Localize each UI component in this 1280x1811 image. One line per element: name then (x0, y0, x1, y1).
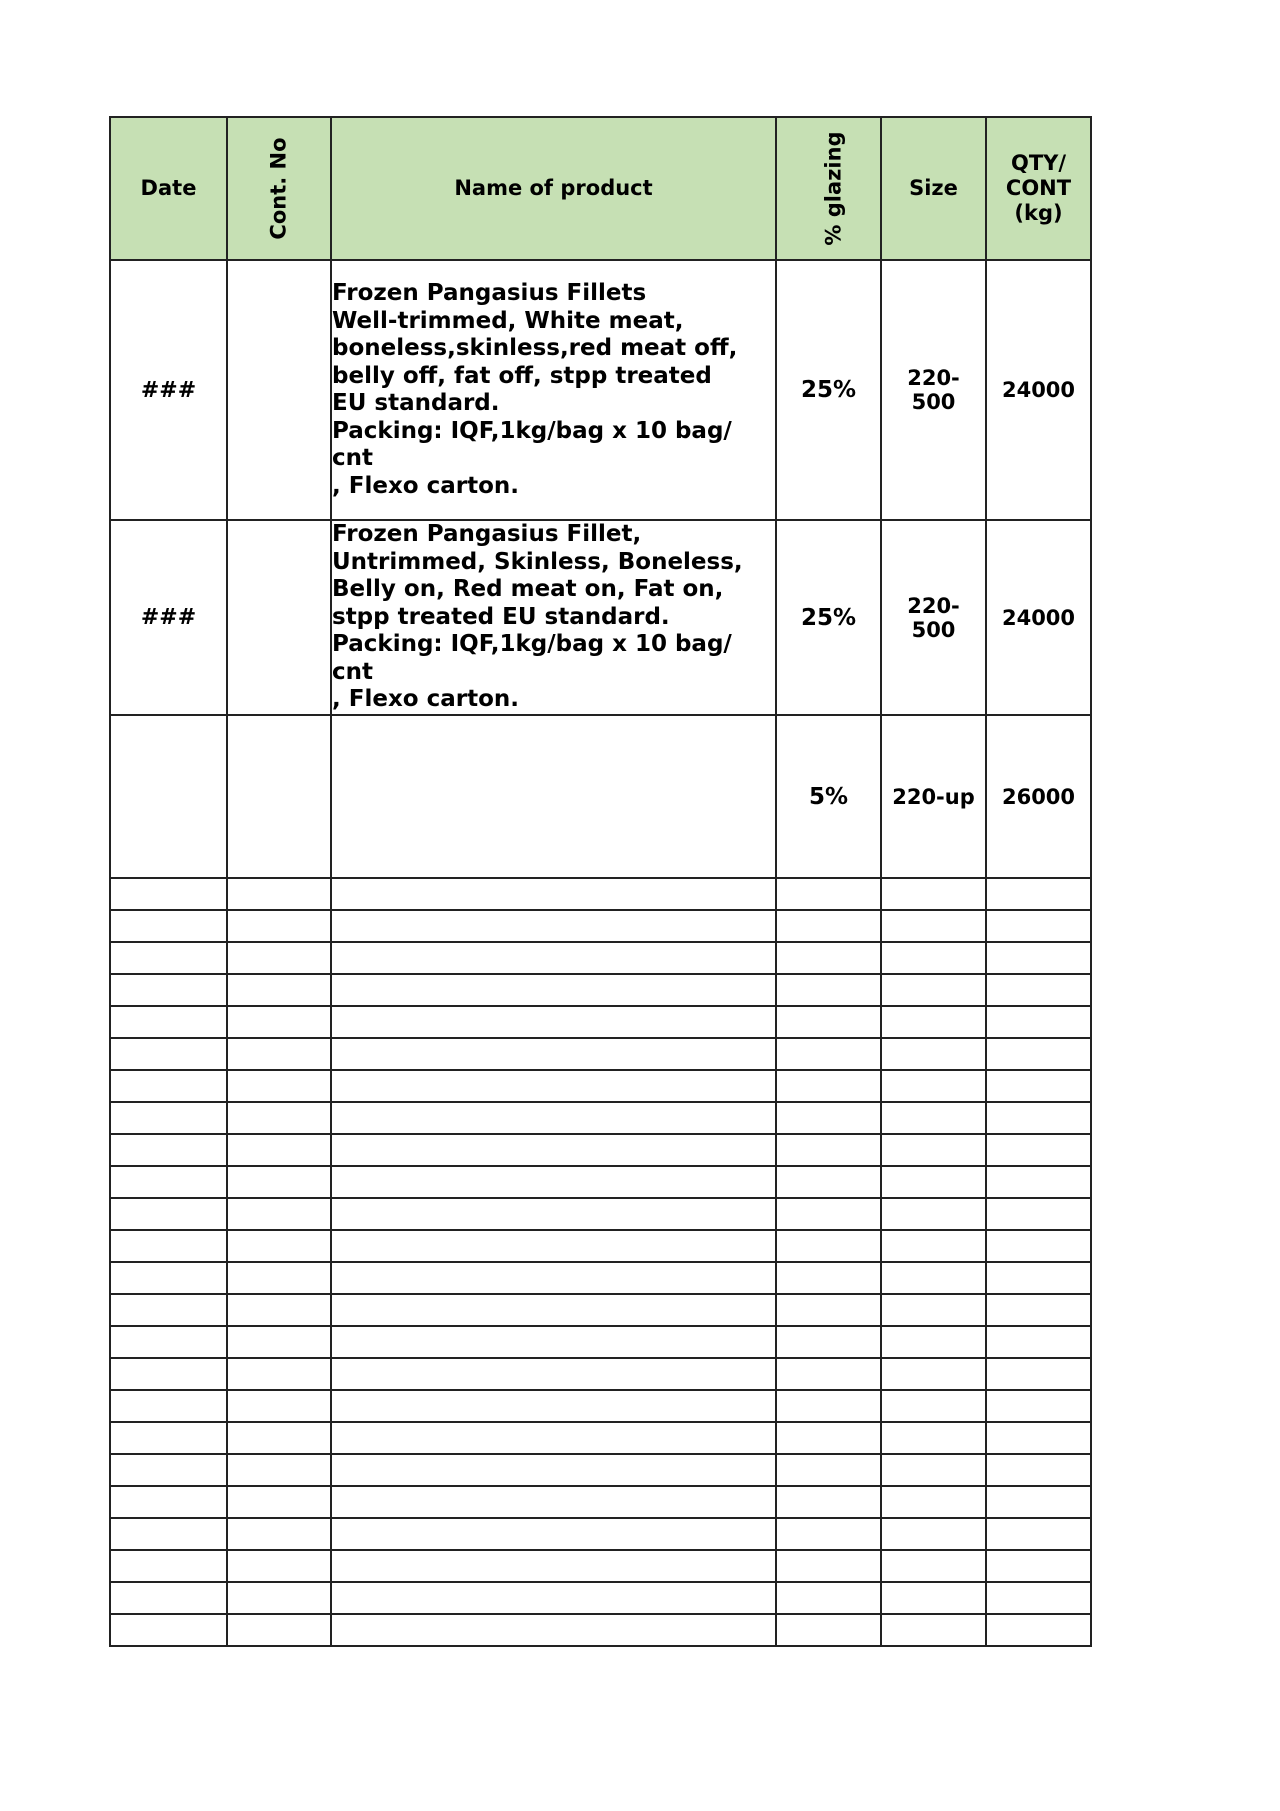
empty-row (110, 878, 1091, 910)
cell-product-name: Frozen Pangasius Fillet, Untrimmed, Skinless, Boneless, Belly on, Red meat on, Fat on, stpp treated EU standard. Packing: IQF,1kg/bag x 10 bag/ cnt , Flexo carton. (331, 520, 776, 715)
cell-size (881, 1006, 986, 1038)
empty-row (110, 1262, 1091, 1294)
product-table (109, 116, 1092, 1647)
header-date: Date (110, 117, 227, 260)
cell-date (110, 942, 227, 974)
cell-date (110, 1230, 227, 1262)
cell-date (110, 1486, 227, 1518)
empty-row (110, 1326, 1091, 1358)
cell-cont-no (227, 1454, 331, 1486)
cell-glazing (776, 1390, 881, 1422)
cell-cont-no (227, 1390, 331, 1422)
empty-row (110, 1486, 1091, 1518)
cell-size (881, 1230, 986, 1262)
cell-cont-no (227, 260, 331, 520)
cell-size (881, 1486, 986, 1518)
cell-glazing: 25% (776, 260, 881, 520)
cell-product-name (331, 1070, 776, 1102)
cell-product-name (331, 1358, 776, 1390)
cell-cont-no (227, 1326, 331, 1358)
cell-product-name (331, 1422, 776, 1454)
cell-cont-no (227, 942, 331, 974)
cell-qty (986, 1198, 1091, 1230)
cell-date (110, 1198, 227, 1230)
cell-product-name (331, 1326, 776, 1358)
cell-qty (986, 1518, 1091, 1550)
cell-product-name (331, 1262, 776, 1294)
cell-glazing (776, 1038, 881, 1070)
cell-glazing (776, 1198, 881, 1230)
cell-product-name (331, 1006, 776, 1038)
cell-product-name (331, 1230, 776, 1262)
cell-date (110, 1294, 227, 1326)
empty-row (110, 1070, 1091, 1102)
cell-qty (986, 910, 1091, 942)
cell-size (881, 1358, 986, 1390)
cell-cont-no (227, 1294, 331, 1326)
cell-size (881, 910, 986, 942)
cell-cont-no (227, 1582, 331, 1614)
cell-glazing (776, 1294, 881, 1326)
cell-size (881, 1326, 986, 1358)
cell-cont-no (227, 1358, 331, 1390)
cell-qty (986, 1294, 1091, 1326)
empty-row (110, 1230, 1091, 1262)
cell-product-name (331, 878, 776, 910)
empty-row (110, 1166, 1091, 1198)
empty-row (110, 1422, 1091, 1454)
cell-glazing (776, 1230, 881, 1262)
empty-row (110, 1518, 1091, 1550)
cell-qty (986, 1614, 1091, 1646)
cell-glazing: 25% (776, 520, 881, 715)
header-size: Size (881, 117, 986, 260)
cell-size: 220- 500 (881, 520, 986, 715)
cell-size (881, 878, 986, 910)
cell-qty: 24000 (986, 520, 1091, 715)
cell-product-name (331, 1198, 776, 1230)
cell-qty (986, 1326, 1091, 1358)
cell-glazing: 5% (776, 715, 881, 878)
cell-size (881, 1070, 986, 1102)
cell-product-name (331, 942, 776, 974)
cell-cont-no (227, 1134, 331, 1166)
cell-qty (986, 1390, 1091, 1422)
cell-date (110, 1038, 227, 1070)
cell-product-name (331, 1518, 776, 1550)
cell-glazing (776, 1326, 881, 1358)
cell-qty (986, 1230, 1091, 1262)
header-glazing: % glazing (776, 117, 881, 260)
cell-glazing (776, 974, 881, 1006)
cell-glazing (776, 910, 881, 942)
cell-qty (986, 1358, 1091, 1390)
cell-glazing (776, 1582, 881, 1614)
cell-size (881, 1262, 986, 1294)
cell-glazing (776, 1454, 881, 1486)
cell-size (881, 942, 986, 974)
empty-row (110, 974, 1091, 1006)
cell-date (110, 1166, 227, 1198)
cell-date: ### (110, 520, 227, 715)
cell-cont-no (227, 1486, 331, 1518)
header-product-name: Name of product (331, 117, 776, 260)
cell-cont-no (227, 715, 331, 878)
cell-cont-no (227, 1198, 331, 1230)
cell-size (881, 1390, 986, 1422)
cell-glazing (776, 1422, 881, 1454)
cell-date (110, 1422, 227, 1454)
cell-qty (986, 1262, 1091, 1294)
cell-qty (986, 1134, 1091, 1166)
empty-row (110, 1454, 1091, 1486)
cell-date (110, 1454, 227, 1486)
cell-cont-no (227, 1006, 331, 1038)
empty-row (110, 1582, 1091, 1614)
cell-date (110, 974, 227, 1006)
cell-date (110, 1262, 227, 1294)
cell-product-name (331, 910, 776, 942)
cell-date (110, 1358, 227, 1390)
cell-size (881, 1166, 986, 1198)
cell-product-name: Frozen Pangasius Fillets Well-trimmed, White meat, boneless,skinless,red meat off, belly off, fat off, stpp treated EU standard. Packing: IQF,1kg/bag x 10 bag/ cnt , Flexo carton. (331, 260, 776, 520)
cell-product-name (331, 1582, 776, 1614)
header-qty: QTY/ CONT (kg) (986, 117, 1091, 260)
cell-date (110, 1006, 227, 1038)
cell-date (110, 1326, 227, 1358)
cell-qty (986, 1422, 1091, 1454)
empty-row (110, 1358, 1091, 1390)
empty-row (110, 910, 1091, 942)
cell-cont-no (227, 1550, 331, 1582)
cell-qty (986, 1070, 1091, 1102)
cell-glazing (776, 1166, 881, 1198)
empty-row (110, 1294, 1091, 1326)
empty-row (110, 1006, 1091, 1038)
cell-date (110, 1390, 227, 1422)
cell-date (110, 1102, 227, 1134)
cell-size (881, 1198, 986, 1230)
empty-row (110, 1134, 1091, 1166)
cell-cont-no (227, 974, 331, 1006)
table-row (110, 520, 1091, 715)
cell-size: 220-up (881, 715, 986, 878)
cell-size (881, 1134, 986, 1166)
cell-size: 220- 500 (881, 260, 986, 520)
cell-cont-no (227, 878, 331, 910)
cell-qty: 26000 (986, 715, 1091, 878)
cell-qty (986, 1038, 1091, 1070)
cell-size (881, 1518, 986, 1550)
cell-date (110, 1582, 227, 1614)
cell-product-name (331, 1486, 776, 1518)
cell-glazing (776, 1614, 881, 1646)
cell-date (110, 715, 227, 878)
cell-size (881, 974, 986, 1006)
cell-qty (986, 1166, 1091, 1198)
header-row (110, 117, 1091, 260)
cell-size (881, 1582, 986, 1614)
cell-glazing (776, 1134, 881, 1166)
table-row (110, 260, 1091, 520)
cell-cont-no (227, 520, 331, 715)
cell-size (881, 1294, 986, 1326)
cell-size (881, 1038, 986, 1070)
cell-glazing (776, 1486, 881, 1518)
cell-cont-no (227, 1230, 331, 1262)
cell-glazing (776, 1006, 881, 1038)
cell-glazing (776, 1102, 881, 1134)
header-cont-no: Cont. No (227, 117, 331, 260)
cell-size (881, 1614, 986, 1646)
cell-product-name (331, 1550, 776, 1582)
cell-date (110, 910, 227, 942)
cell-qty (986, 1486, 1091, 1518)
cell-date (110, 878, 227, 910)
cell-cont-no (227, 910, 331, 942)
cell-glazing (776, 1070, 881, 1102)
empty-row (110, 1614, 1091, 1646)
cell-product-name (331, 1038, 776, 1070)
cell-glazing (776, 1550, 881, 1582)
cell-product-name (331, 974, 776, 1006)
cell-product-name (331, 1294, 776, 1326)
cell-cont-no (227, 1166, 331, 1198)
cell-qty (986, 942, 1091, 974)
cell-cont-no (227, 1262, 331, 1294)
cell-glazing (776, 878, 881, 910)
cell-cont-no (227, 1070, 331, 1102)
empty-row (110, 942, 1091, 974)
cell-product-name (331, 1166, 776, 1198)
cell-product-name (331, 1454, 776, 1486)
cell-date (110, 1070, 227, 1102)
cell-size (881, 1102, 986, 1134)
cell-qty (986, 1006, 1091, 1038)
cell-product-name (331, 1614, 776, 1646)
cell-qty (986, 1454, 1091, 1486)
cell-product-name (331, 1390, 776, 1422)
cell-cont-no (227, 1102, 331, 1134)
cell-cont-no (227, 1614, 331, 1646)
empty-rows (110, 878, 1091, 1646)
cell-product-name (331, 1102, 776, 1134)
cell-size (881, 1422, 986, 1454)
cell-qty: 24000 (986, 260, 1091, 520)
empty-row (110, 1390, 1091, 1422)
cell-size (881, 1454, 986, 1486)
cell-product-name (331, 715, 776, 878)
cell-product-name (331, 1134, 776, 1166)
empty-row (110, 1550, 1091, 1582)
cell-date: ### (110, 260, 227, 520)
cell-cont-no (227, 1038, 331, 1070)
cell-qty (986, 974, 1091, 1006)
cell-glazing (776, 942, 881, 974)
empty-row (110, 1038, 1091, 1070)
empty-row (110, 1102, 1091, 1134)
cell-qty (986, 878, 1091, 910)
cell-qty (986, 1582, 1091, 1614)
cell-date (110, 1518, 227, 1550)
cell-glazing (776, 1518, 881, 1550)
cell-qty (986, 1550, 1091, 1582)
empty-row (110, 1198, 1091, 1230)
cell-glazing (776, 1358, 881, 1390)
cell-date (110, 1614, 227, 1646)
cell-date (110, 1134, 227, 1166)
cell-cont-no (227, 1422, 331, 1454)
cell-size (881, 1550, 986, 1582)
cell-cont-no (227, 1518, 331, 1550)
cell-qty (986, 1102, 1091, 1134)
table-row (110, 715, 1091, 878)
cell-glazing (776, 1262, 881, 1294)
cell-date (110, 1550, 227, 1582)
